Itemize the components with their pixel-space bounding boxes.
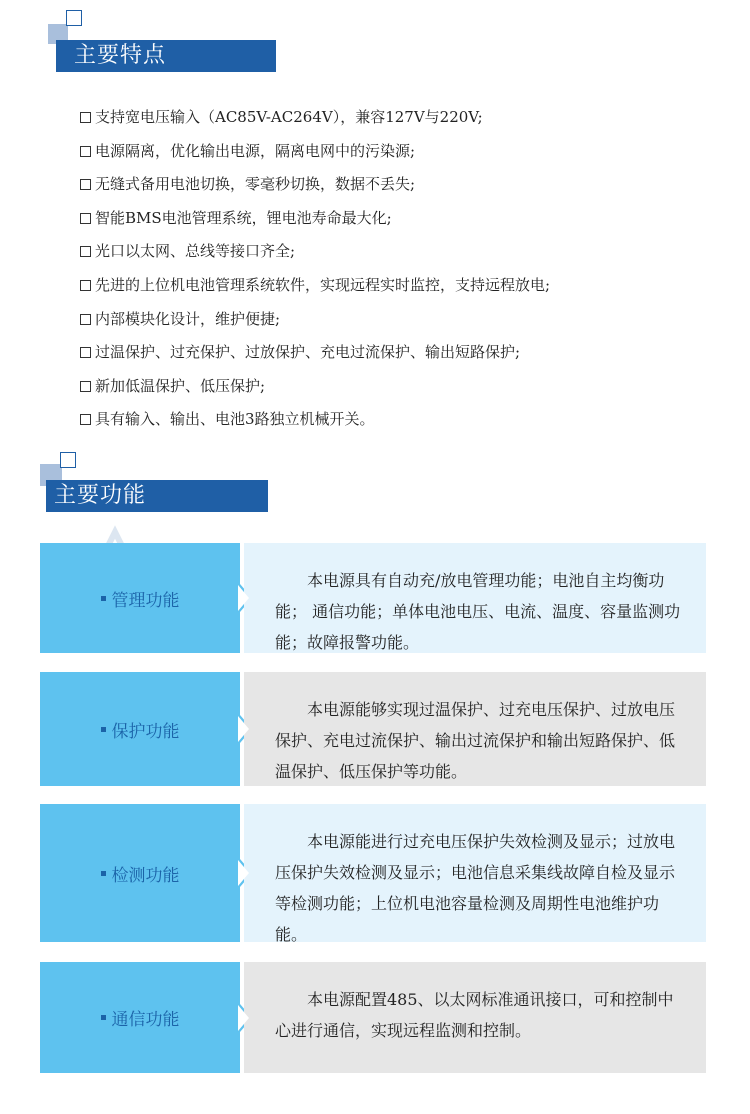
list-item	[80, 171, 720, 205]
feature-text: 无缝式备用电池切换，零毫秒切换，数据不丢失;	[95, 175, 416, 194]
function-row-communication	[40, 962, 706, 1073]
checkbox-icon	[80, 314, 91, 325]
list-item	[80, 306, 720, 340]
checkbox-icon	[80, 414, 91, 425]
list-item	[80, 104, 720, 138]
feature-text: 智能BMS电池管理系统，锂电池寿命最大化;	[95, 208, 392, 227]
function-label-text: 保护功能	[111, 721, 180, 742]
function-description: 本电源配置485、以太网标准通讯接口，可和控制中心进行通信，实现远程监测和控制。	[244, 962, 706, 1073]
feature-text: 具有输入、输出、电池3路独立机械开关。	[95, 410, 375, 429]
function-row-protection	[40, 672, 706, 786]
list-item	[80, 272, 720, 306]
checkbox-icon	[80, 112, 91, 123]
function-label	[40, 543, 240, 653]
header-decor-outline-square	[60, 452, 76, 468]
function-row-detection	[40, 804, 706, 942]
bullet-icon	[101, 871, 106, 876]
function-description: 本电源能进行过充电压保护失效检测及显示；过放电压保护失效检测及显示；电池信息采集线故障自检及显示等检测功能；上位机电池容量检测及周期性电池维护功能。	[244, 804, 706, 942]
feature-text: 过温保护、过充保护、过放保护、充电过流保护、输出短路保护;	[95, 343, 521, 362]
feature-text: 光口以太网、总线等接口齐全;	[95, 242, 296, 261]
function-label	[40, 962, 240, 1073]
bullet-icon	[101, 1015, 106, 1020]
function-row-management	[40, 543, 706, 653]
bullet-icon	[101, 596, 106, 601]
feature-text: 电源隔离，优化输出电源，隔离电网中的污染源;	[95, 141, 416, 160]
function-label	[40, 672, 240, 786]
function-label-text: 检测功能	[111, 865, 180, 886]
checkbox-icon	[80, 146, 91, 157]
checkbox-icon	[80, 280, 91, 291]
section-header-features	[48, 10, 278, 72]
function-description: 本电源能够实现过温保护、过充电压保护、过放电压保护、充电过流保护、输出过流保护和输出短路保护、低温保护、低压保护等功能。	[244, 672, 706, 786]
function-description: 本电源具有自动充/放电管理功能；电池自主均衡功能； 通信功能；单体电池电压、电流、温度、容量监测功能；故障报警功能。	[244, 543, 706, 653]
list-item	[80, 138, 720, 172]
checkbox-icon	[80, 246, 91, 257]
list-item	[80, 205, 720, 239]
checkbox-icon	[80, 179, 91, 190]
section-header-functions	[40, 452, 270, 514]
checkbox-icon	[80, 347, 91, 358]
feature-text: 新加低温保护、低压保护;	[95, 376, 266, 395]
bullet-icon	[101, 727, 106, 732]
list-item	[80, 339, 720, 373]
section-title-text: 主要功能	[54, 483, 147, 508]
function-label-text: 管理功能	[111, 590, 180, 611]
checkbox-icon	[80, 213, 91, 224]
checkbox-icon	[80, 381, 91, 392]
function-label-text: 通信功能	[111, 1010, 180, 1030]
section-title	[46, 480, 268, 512]
list-item	[80, 406, 720, 440]
list-item	[80, 373, 720, 407]
feature-text: 先进的上位机电池管理系统软件，实现远程实时监控，支持远程放电;	[95, 275, 551, 294]
feature-text: 支持宽电压输入（AC85V-AC264V），兼容127V与220V;	[95, 108, 483, 126]
header-decor-outline-square	[66, 10, 82, 26]
feature-text: 内部模块化设计，维护便捷;	[95, 309, 281, 328]
feature-list	[80, 104, 720, 440]
list-item	[80, 238, 720, 272]
section-title: 主要特点	[56, 40, 276, 72]
function-label	[40, 804, 240, 942]
